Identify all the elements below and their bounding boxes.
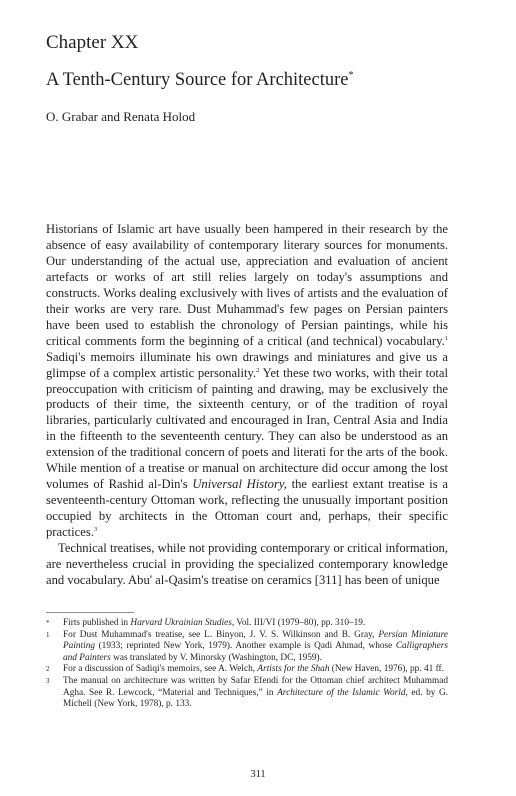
paragraph-2: Technical treatises, while not providing contemporary or critical information, are nevertheless crucial in providing the specialized contemporary knowledge and vocabulary. Abu' al-Qasim's treatise on ceramics [311] has been of unique [46,541,448,587]
footnote-ref-1[interactable]: 1 [444,334,448,342]
footnote-ref-2[interactable]: 2 [256,366,260,374]
paragraph-1 [46,222,448,541]
footnote-segment: was translated by V. Minorsky (Washington, DC, 1959). [110,652,322,663]
paragraph-1-part-c: Yet these two works, with their total preoccupation with criticism of painting and drawing, may be exclusively the products of their time, the sixteenth century, or of the tradition of royal libraries, particularly cultivated and encouraged in Iran, Central Asia and India in the fifteenth to the seventeenth century. They can also be understood as an extension of the traditional concern of poets and literati for the arts of the book. While mention of a treatise or manual on architecture did occur among the lost volumes of Rashid al-Din's [46,365,449,492]
title-text: A Tenth-Century Source for Architecture [46,70,349,90]
footnote-ref-3[interactable]: 3 [93,525,98,533]
page-number: 311 [250,769,266,780]
footnote-italic: Artists for the Shah [257,664,330,675]
footnote-1 [46,630,448,665]
footnote-segment: , Vol. III/VI (1979–80), pp. 310–19. [231,618,366,628]
footnote-segment: For Dust Muhammad's treatise, see L. Binyon, J. V. S. Wilkinson and B. Gray, [63,629,379,640]
footnote-segment: , ed. by G. Michell (New York, 1978), p. 133. [63,687,448,710]
footnote-star [46,618,448,630]
footnote-italic: Harvard Ukrainian Studies [130,618,232,628]
footnote-text [63,676,448,711]
paragraph-1-part-b: Sadiqi's memoirs illuminate his own drawings and miniatures and give us a glimpse of a complex artistic personality. [46,349,448,380]
footnote-2 [46,664,448,676]
footnote-mark: 1 [46,630,50,639]
chapter-label: Chapter XX [46,32,139,53]
title-footnote-marker[interactable]: * [348,69,354,81]
footnote-mark: 3 [46,676,50,685]
footnote-segment: (New Haven, 1976), pp. 41 ff. [329,664,444,675]
footnote-italic: Architecture of the Islamic World [277,687,406,698]
footnote-segment: Firts published in [63,618,131,628]
footnote-segment: (1933; reprinted New York, 1979). Another example is Qadi Ahmad, whose [95,641,396,652]
paragraph-1-part-a: Historians of Islamic art have usually been hampered in their research by the absence of easy availability of contemporary literary sources for monuments. Our understanding of the actual use, appreciation and evaluation of ancient artefacts or works of art still relies largely on today's assumptions and constructs. Works dealing exclusively with lives of artists and the evaluation of their works are very rare. Dust Muhammad's few pages on Persian painters have been used to establish the chronology of Persian paintings, while his critical comments form the beginning of a critical (and technical) vocabulary. [46,222,448,348]
work-title-universal-history: Universal History, [192,477,287,492]
footnote-italic: Calligraphers and Painters [63,641,448,663]
footnote-text [63,664,448,676]
footnote-mark: * [46,619,50,627]
article-title [46,68,354,92]
footnote-separator [46,612,134,613]
paragraph-1-part-d: the earliest extant treatise is a seventeenth-century Ottoman work, reflecting the unusually important position occupied by architects in the Ottoman court and, perhaps, their specific practices. [46,477,448,540]
body-text [46,222,448,589]
authors: O. Grabar and Renata Holod [46,109,196,124]
footnote-segment: For a discussion of Sadiqi's memoirs, see A. Welch, [63,664,258,675]
footnote-mark: 2 [46,665,50,674]
footnote-text [63,618,448,630]
footnote-segment: The manual on architecture was written by Safar Efendi for the Ottoman chief architect Muhammad Agha. See R. Lewcock, “Material and Techniques,” in [63,675,448,698]
footnote-italic: Persian Miniature Painting [63,629,448,652]
footnote-3 [46,676,448,711]
footnotes [46,618,448,711]
footnote-text [63,630,448,665]
